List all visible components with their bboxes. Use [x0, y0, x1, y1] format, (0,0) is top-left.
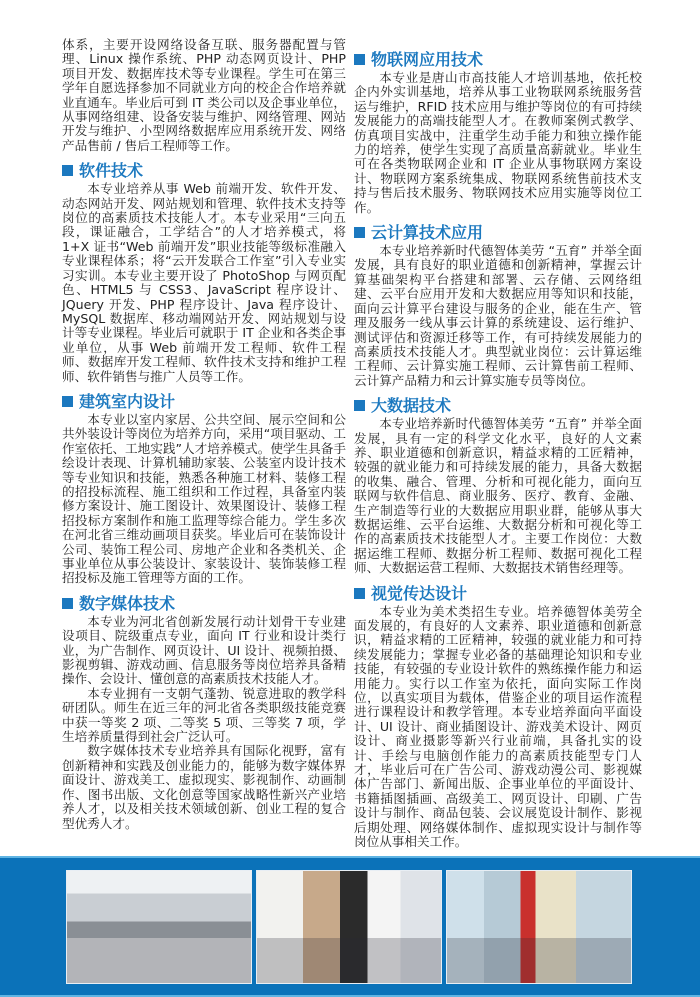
section-paragraph: 本专业培养新时代德智体美劳 “五育” 并举全面发展，具有一定的科学文化水平，良好的人文素养、职业道德和创新意识，精益求精的工匠精神，较强的就业能力和可持续发展的能力，具备大数据的收集、融合、管理、分析和可视化能力，面向互联网与软件信息、商业服务、医疗、教育、金融、生产制造等行业的大数据应用职业群，能够从事大数据运维、云平台运维、大数据分析和可视化等工作的高素质技术技能型人才。主要工作岗位：大数据运维工程师、数据分析工程师、数据可视化工程师、大数据运营工程师、大数据技术销售经理等。 — [354, 416, 642, 576]
section-heading-iot: 物联网应用技术 — [354, 50, 642, 69]
square-bullet-icon — [354, 227, 365, 238]
section-paragraph: 本专业是唐山市高技能人才培训基地，依托校企内外实训基地，培养从事工业物联网系统服务营运与维护，RFID 技术应用与维护等岗位的有可持续发展能力的高端技能型人才。在教师案例式教学、仿真项目实战中，注重学生动手能力和独立操作能力的培养，使学生实现了高质量高薪就业。毕业生可在各类物联网企业和 IT 企业从事物联网方案设计、物联网方案系统集成、物联网系统售前技术支持与售后技术服务、物联网技术应用实施等岗位工作。 — [354, 70, 642, 215]
section-paragraph: 本专业为河北省创新发展行动计划骨干专业建设项目、院级重点专业，面向 IT 行业和设计类行业，为广告制作、网页设计、UI 设计、视频拍摄、影视剪辑、游戏动画、信息服务等岗位培养具备精操作、会设计、懂创意的高素质技术技能人才。 — [62, 613, 346, 687]
text-columns — [0, 38, 700, 856]
photo-design-studio — [256, 870, 442, 984]
photo-band — [0, 856, 700, 997]
section-paragraph: 本专业为美术类招生专业。培养德智体美劳全面发展的，有良好的人文素养、职业道德和创新意识，精益求精的工匠精神，较强的就业能力和可持续发展能力；掌握专业必备的基础理论知识和专业技能，有较强的专业设计软件的熟练操作能力和运用能力。实行以工作室为依托，面向实际工作岗位，以真实项目为载体，借鉴企业的项目运作流程进行课程设计和教学管理。本专业培养面向平面设计、UI 设计、商业插图设计、游戏美术设计、网页设计、商业摄影等新兴行业前端，具备扎实的设计、手绘与电脑创作能力的高素质技能型专门人才，毕业后可在广告公司、游戏动漫公司、影视媒体广告部门、新闻出版、企事业单位的平面设计、书籍插图插画、高级美工、网页设计、印刷、广告设计与制作、商品包装、会议展览设计制作、影视后期处理、网络媒体制作、虚拟现实设计与制作等岗位从事相关工作。 — [354, 603, 642, 850]
square-bullet-icon — [62, 396, 73, 407]
square-bullet-icon — [354, 400, 365, 411]
section-paragraph: 本专业培养从事 Web 前端开发、软件开发、动态网站开发、网站规划和管理、软件技术支持等岗位的高素质技术技能人才。本专业采用“三向五段，课证融合，工学结合”的人才培养模式，将 1+X 证书“Web 前端开发”职业技能等级标准融入专业课程体系；将“云开发联合工作室”引入专业实习实训。本专业主要开设了 PhotoShop 与网页配色、HTML5 与 CSS3、JavaScript 程序设计、JQuery 开发、PHP 程序设计、Java 程序设计、MySQL 数据库、移动端网站开发、网站规划与设计等专业课程。毕业后可就职于 IT 企业和各类企事业单位，从事 Web 前端开发工程师、软件工程师、数据库开发工程师、软件技术支持和维护工程师、软件销售与推广人员等工作。 — [62, 181, 346, 384]
photo-computer-lab — [66, 870, 252, 984]
square-bullet-icon — [62, 598, 73, 609]
section-paragraph: 本专业以室内家居、公共空间、展示空间和公共外装设计等岗位为培养方向，采用“项目驱动、工作室依托、工地实践”人才培养模式。使学生具备手绘设计表现、计算机辅助家装、公装室内设计技术等专业知识和技能，熟悉各种施工材料、装修工程的招投标流程、施工组织和工作过程，具备室内装修方案设计、施工图设计、效果图设计、装修工程招投标方案制作和施工监理等综合能力。学生多次在河北省三维动画项目获奖。毕业后可在装饰设计公司、装饰工程公司、房地产企业和各类机关、企事业单位从事公装设计、家装设计、装饰装修工程招投标及施工管理等方面的工作。 — [62, 411, 346, 586]
section-heading-software: 软件技术 — [62, 161, 346, 180]
section-heading-cloud: 云计算技术应用 — [354, 223, 642, 242]
section-paragraph: 本专业培养新时代德智体美劳 “五育” 并举全面发展，具有良好的职业道德和创新精神，掌握云计算基础架构平台搭建和部署、云存储、云网络组建、云平台应用开发和大数据应用等知识和技能，面向云计算平台建设与服务的企业，能在生产、管理及服务一线从事云计算的系统建设、运行维护、测试评估和资源迁移等工作，有可持续发展能力的高素质技术技能人才。典型就业岗位：云计算运维工程师、云计算实施工程师、云计算售前工程师、云计算产品精力和云计算实施专员等岗位。 — [354, 243, 642, 388]
intro-paragraph: 体系，主要开设网络设备互联、服务器配置与管理、Linux 操作系统、PHP 动态网页设计、PHP 项目开发、数据库技术等专业课程。学生可在第三学年自愿选择参加不同就业方向的校企合作培养就业直通车。毕业后可到 IT 类公司以及企事业单位，从事网络组建、设备安装与维护、网络管理、网站开发与维护、小型网络数据库应用系统开发、网络产品售前 / 售后工程师等工作。 — [62, 37, 346, 153]
left-column — [62, 38, 346, 831]
square-bullet-icon — [354, 588, 365, 599]
section-heading-visual-design: 视觉传达设计 — [354, 584, 642, 603]
right-column — [354, 38, 642, 850]
photo-students-certificates — [446, 870, 632, 984]
square-bullet-icon — [354, 54, 365, 65]
section-heading-big-data: 大数据技术 — [354, 396, 642, 415]
square-bullet-icon — [62, 165, 73, 176]
section-paragraph: 本专业拥有一支朝气蓬勃、锐意进取的教学科研团队。师生在近三年的河北省各类职级技能竞赛中获一等奖 2 项、二等奖 5 项、三等奖 7 项，学生培养质量得到社会广泛认可。 — [62, 685, 346, 745]
section-heading-digital-media: 数字媒体技术 — [62, 594, 346, 613]
section-heading-interior-design: 建筑室内设计 — [62, 392, 346, 411]
section-paragraph: 数字媒体技术专业培养具有国际化视野，富有创新精神和实践及创业能力的，能够为数字媒体界面设计、游戏美工、虚拟现实、影视制作、动画制作、图书出版、文化创意等国家战略性新兴产业培养人才，以及相关技术领域创新、创业工程的复合型优秀人才。 — [62, 743, 346, 831]
